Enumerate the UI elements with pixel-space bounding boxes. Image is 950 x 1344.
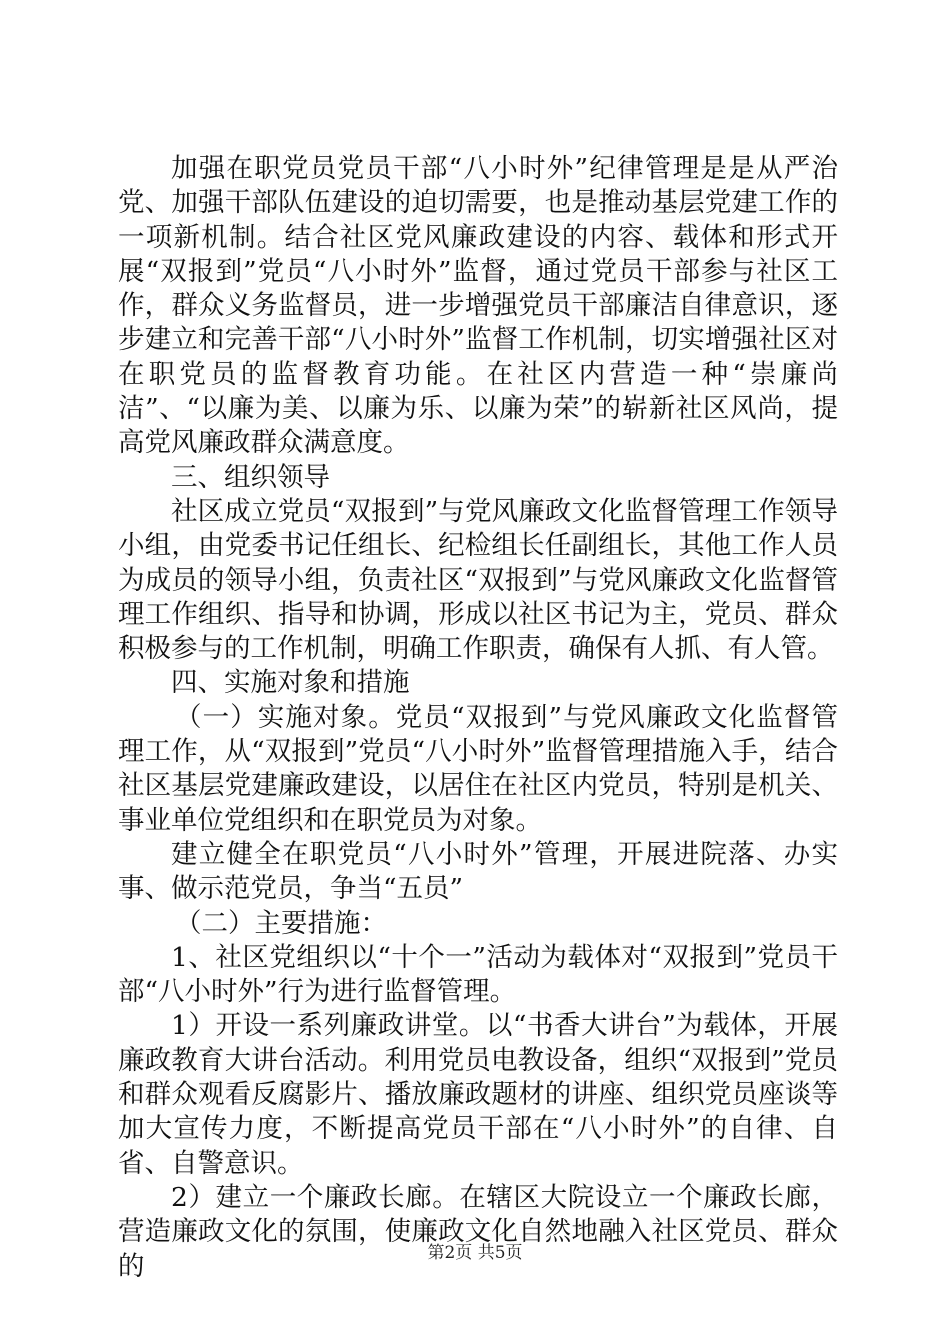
paragraph-management: 建立健全在职党员“八小时外”管理，开展进院落、办实事、做示范党员，争当“五员” (118, 838, 838, 905)
section-heading-targets-measures: 四、实施对象和措施 (171, 667, 410, 699)
paragraph-measure-1-2: 2）建立一个廉政长廊。在辖区大院设立一个廉政长廊，营造廉政文化的氛围，使廉政文化自然地融入社区党员、群众的 (118, 1181, 838, 1282)
paragraph-purpose: 加强在职党员党员干部“八小时外”纪律管理是是从严治党、加强干部队伍建设的迫切需要，也是推动基层党建工作的一项新机制。结合社区党风廉政建设的内容、载体和形式开展“双报到”党员“八小时外”监督，通过党员干部参与社区工作，群众义务监督员，进一步增强党员干部廉洁自律意识，逐步建立和完善干部“八小时外”监督工作机制，切实增强社区对在职党员的监督教育功能。在社区内营造一种“崇廉尚洁”、“以廉为美、以廉为乐、以廉为荣”的崭新社区风尚，提高党风廉政群众满意度。 (118, 153, 838, 459)
section-heading-organization: 三、组织领导 (171, 461, 330, 493)
page-footer: 第2页 共5页 (427, 1243, 523, 1263)
paragraph-measure-1-1: 1）开设一系列廉政讲堂。以“书香大讲台”为载体，开展廉政教育大讲台活动。利用党员电教设备，组织“双报到”党员和群众观看反腐影片、播放廉政题材的讲座、组织党员座谈等加大宣传力度，不断提高党员干部在“八小时外”的自律、自省、自警意识。 (118, 1010, 838, 1179)
document-body (118, 152, 838, 1284)
subheading-measures: （二）主要措施： (175, 907, 387, 939)
paragraph-measure-1: 1、社区党组织以“十个一”活动为载体对“双报到”党员干部“八小时外”行为进行监督管理。 (118, 941, 838, 1008)
paragraph-targets: （一）实施对象。党员“双报到”与党风廉政文化监督管理工作，从“双报到”党员“八小时外”监督管理措施入手，结合社区基层党建廉政建设，以居住在社区内党员，特别是机关、事业单位党组织和在职党员为对象。 (118, 701, 838, 836)
paragraph-organization: 社区成立党员“双报到”与党风廉政文化监督管理工作领导小组，由党委书记任组长、纪检组长任副组长，其他工作人员为成员的领导小组，负责社区“双报到”与党风廉政文化监督管理工作组织、指导和协调，形成以社区书记为主，党员、群众积极参与的工作机制，明确工作职责，确保有人抓、有人管。 (118, 495, 838, 665)
